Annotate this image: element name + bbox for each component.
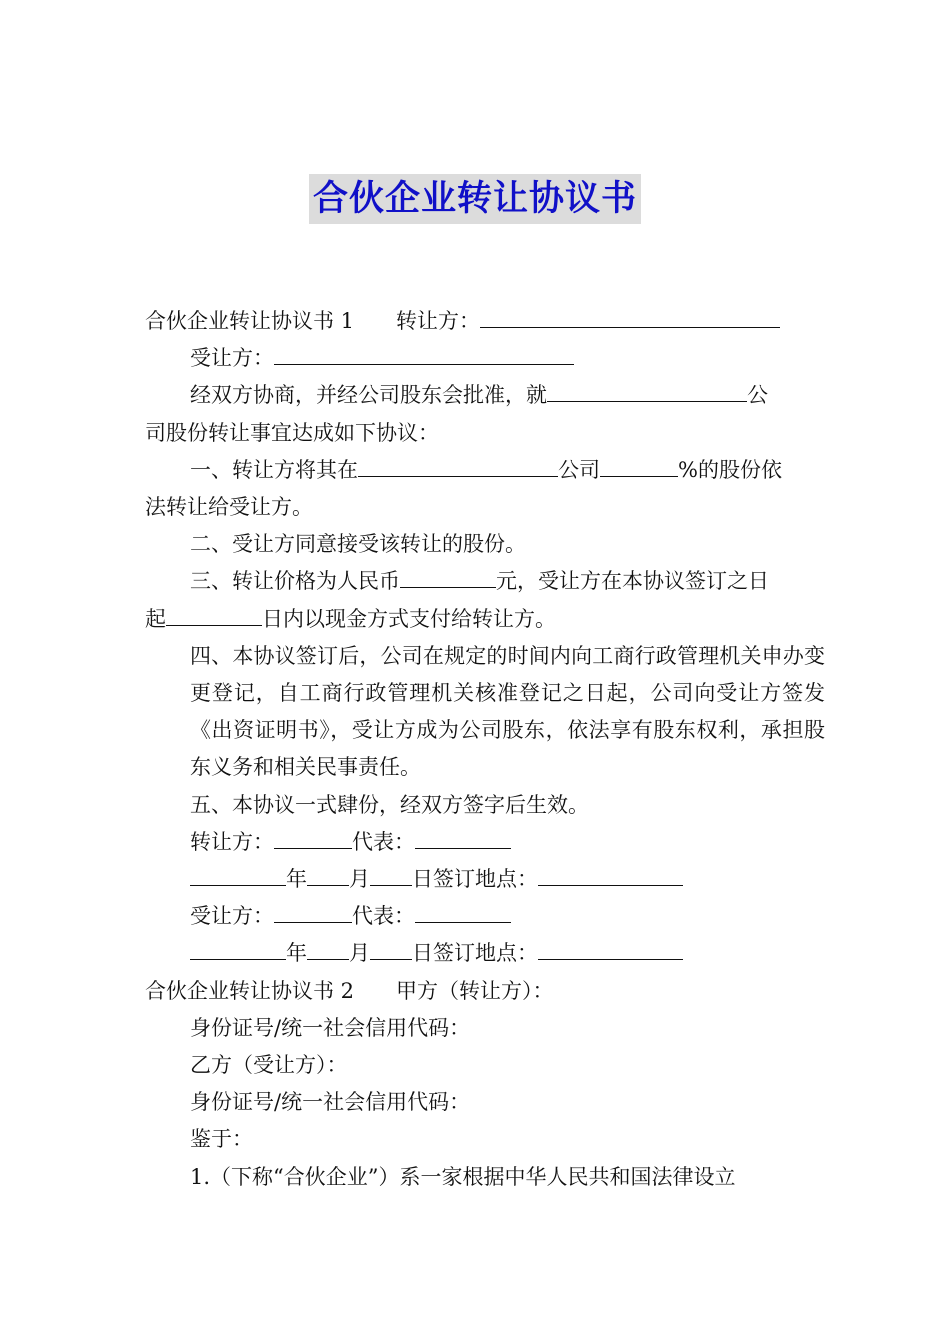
clause-3-line-2 — [145, 601, 825, 638]
clause-3-text-b: 元，受让方在本协议签订之日 — [496, 569, 769, 594]
clause-1-text-c: %的股份依 — [678, 457, 782, 482]
transferee-blank — [274, 340, 574, 365]
date-place-line-1 — [145, 861, 825, 898]
party-a-label: 甲方（转让方）： — [396, 978, 554, 1003]
item-1-text: 1.（下称“合伙企业”）系一家根据中华人民共和国法律设立 — [190, 1164, 736, 1189]
year-blank — [190, 861, 286, 886]
whereas-label: 鉴于： — [190, 1127, 253, 1152]
sign-rep-blank-2 — [415, 898, 511, 923]
id-b-label: 身份证号/统一社会信用代码： — [190, 1090, 471, 1115]
sign-transferor-blank — [274, 824, 352, 849]
id-a-label: 身份证号/统一社会信用代码： — [190, 1015, 471, 1040]
clause-1-text-b: 公司 — [558, 457, 600, 482]
transferee-label: 受让方： — [190, 346, 274, 371]
clause-3-text-c: 起 — [145, 606, 166, 631]
whereas-line — [145, 1121, 825, 1158]
intro-text-b: 公 — [747, 383, 768, 408]
month-label-2: 月 — [349, 941, 370, 966]
place-blank — [538, 861, 683, 886]
clause-5 — [145, 787, 825, 824]
section1-heading: 合伙企业转让协议书 1 — [145, 309, 355, 333]
date-place-line-2 — [145, 935, 825, 972]
item-1-line — [145, 1159, 825, 1196]
clause-1-percent-blank — [600, 452, 678, 477]
clause-3-text-d: 日内以现金方式支付给转让方。 — [262, 606, 556, 631]
day-place-label-2: 日签订地点： — [412, 941, 538, 966]
sign-transferor-label: 转让方： — [190, 829, 274, 854]
clause-2 — [145, 526, 825, 563]
clause-5-text: 五、本协议一式肆份，经双方签字后生效。 — [190, 792, 589, 817]
price-blank — [400, 563, 496, 588]
sign-rep-label: 代表： — [352, 829, 415, 854]
clause-2-text: 二、受让方同意接受该转让的股份。 — [190, 532, 526, 557]
clause-1-text-a: 一、转让方将其在 — [190, 457, 358, 482]
clause-1-company-blank — [358, 452, 558, 477]
section2-heading: 合伙企业转让协议书 2 — [145, 978, 355, 1003]
clause-1-line-2 — [145, 489, 825, 526]
signature-transferee-line — [145, 898, 825, 935]
clause-4: 四、本协议签订后，公司在规定的时间内向工商行政管理机关申办变更登记，自工商行政管理机关核准登记之日起，公司向受让方签发《出资证明书》，受让方成为公司股东，依法享有股东权利，承担股东义务和相关民事责任。 — [190, 643, 825, 780]
intro-line — [145, 377, 825, 414]
document-title: 合伙企业转让协议书 — [309, 174, 641, 224]
clause-3-text-a: 三、转让价格为人民币 — [190, 569, 400, 594]
year-label-2: 年 — [286, 941, 307, 966]
section2-heading-line — [145, 973, 825, 1010]
month-blank — [307, 861, 349, 886]
sign-rep-label-2: 代表： — [352, 904, 415, 929]
month-blank-2 — [307, 935, 349, 960]
company-blank — [547, 377, 747, 402]
signature-transferor-line — [145, 824, 825, 861]
transferor-blank — [480, 303, 780, 328]
section1-heading-line — [145, 303, 825, 340]
clause-1-line — [145, 452, 825, 489]
document-body — [145, 303, 825, 1196]
intro-line-2 — [145, 415, 825, 452]
sign-transferee-blank — [274, 898, 352, 923]
party-b-line — [145, 1047, 825, 1084]
year-blank-2 — [190, 935, 286, 960]
id-a-line — [145, 1010, 825, 1047]
transferee-line — [145, 340, 825, 377]
day-blank — [370, 861, 412, 886]
intro-text-c: 司股份转让事宜达成如下协议： — [145, 420, 439, 445]
clause-1-text-d: 法转让给受让方。 — [145, 495, 313, 520]
sign-rep-blank — [415, 824, 511, 849]
document-title-wrap — [0, 174, 950, 224]
year-label: 年 — [286, 867, 307, 892]
transferor-label: 转让方： — [396, 309, 481, 333]
party-b-label: 乙方（受让方）： — [190, 1053, 348, 1078]
month-label: 月 — [349, 867, 370, 892]
place-blank-2 — [538, 935, 683, 960]
clause-3-line — [145, 563, 825, 600]
intro-text-a: 经双方协商，并经公司股东会批准，就 — [190, 383, 547, 408]
id-b-line — [145, 1084, 825, 1121]
sign-transferee-label: 受让方： — [190, 904, 274, 929]
days-blank — [166, 601, 262, 626]
day-blank-2 — [370, 935, 412, 960]
day-place-label: 日签订地点： — [412, 867, 538, 892]
